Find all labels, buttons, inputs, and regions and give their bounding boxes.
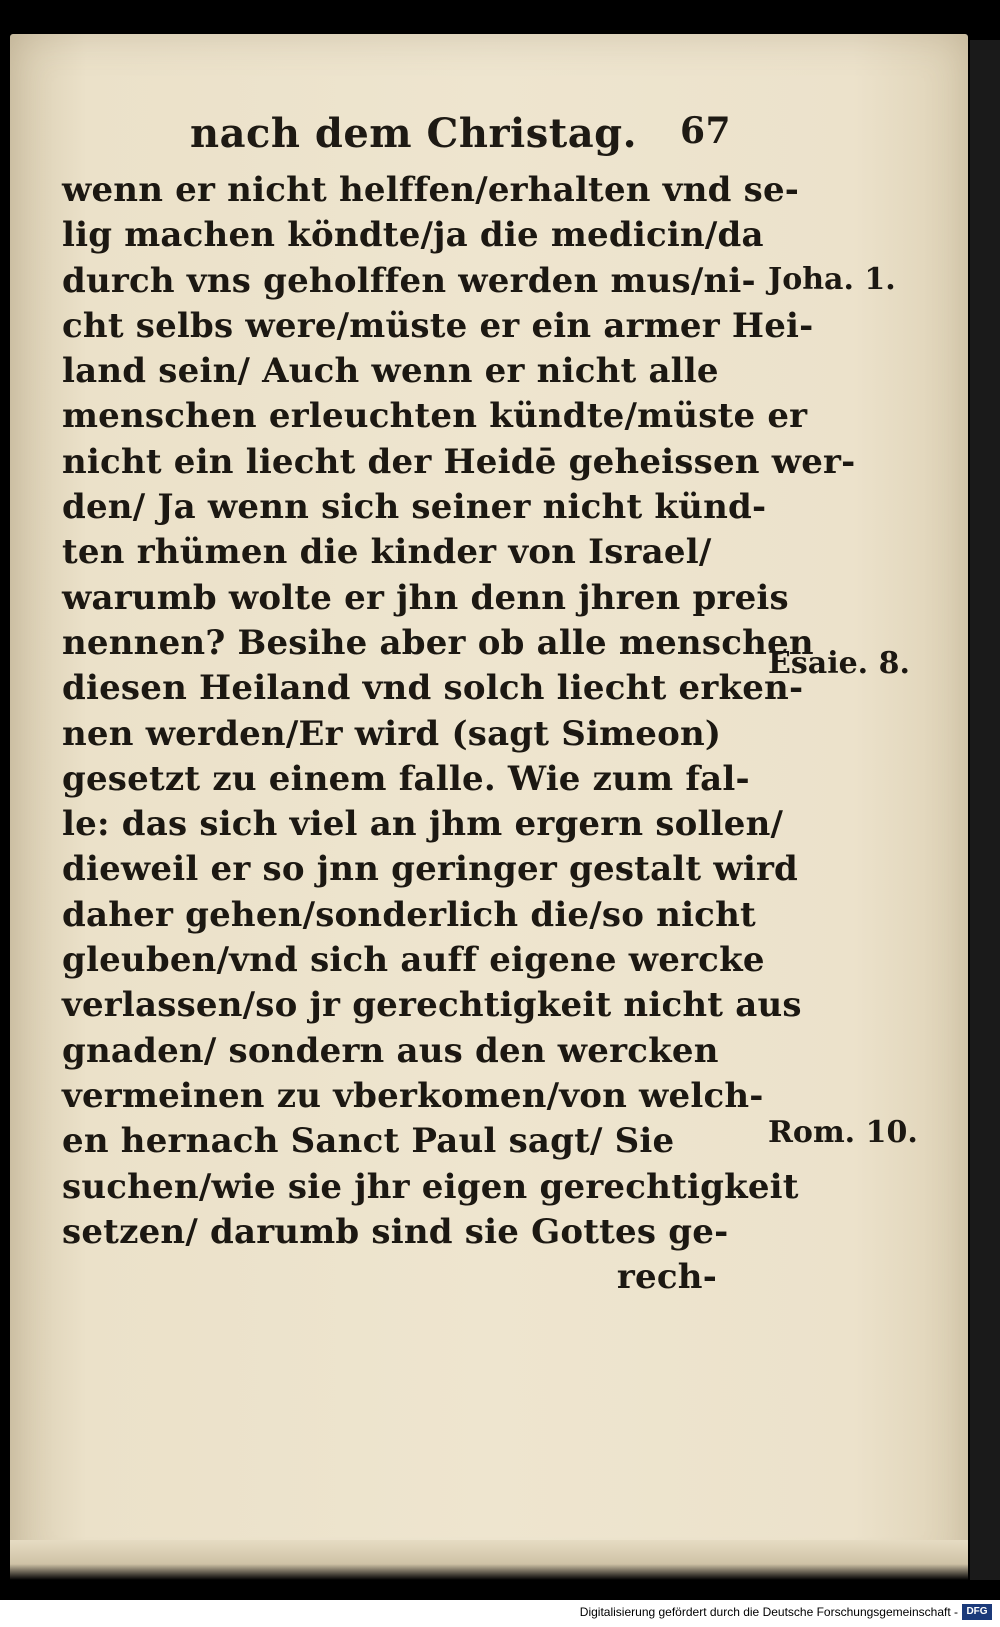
margin-note-esaie: Esaie. 8. <box>768 646 910 681</box>
page-bottom-edge <box>10 1540 968 1580</box>
text-line: le: das sich viel an jhm ergern sollen/ <box>62 804 784 845</box>
dfg-logo: DFG <box>962 1604 992 1620</box>
text-line: suchen/wie sie jhr eigen gerechtigkeit <box>62 1166 799 1207</box>
text-line: gesetzt zu einem falle. Wie zum fal- <box>62 758 750 799</box>
text-line: gnaden/ sondern aus den wercken <box>62 1030 719 1071</box>
text-line: gleuben/vnd sich auff eigene wercke <box>62 940 765 981</box>
text-line: daher gehen/sonderlich die/so nicht <box>62 894 756 935</box>
text-line: setzen/ darumb sind sie Gottes ge- <box>62 1211 729 1252</box>
text-line: menschen erleuchten kündte/müste er <box>62 396 808 437</box>
catchword: rech- <box>616 1257 717 1298</box>
footer-bar <box>0 1600 1000 1627</box>
text-line: nicht ein liecht der Heidē geheissen wer- <box>62 441 856 482</box>
margin-note-rom: Rom. 10. <box>768 1115 918 1150</box>
text-line: vermeinen zu vberkomen/von welch- <box>62 1075 764 1116</box>
running-head-title: nach dem Christag. <box>190 110 638 157</box>
text-line: wenn er nicht helffen/erhalten vnd se- <box>62 170 800 210</box>
text-line: durch vns geholffen werden mus/ni- <box>62 260 756 301</box>
text-line: ten rhümen die kinder von Israel/ <box>62 532 712 573</box>
text-line: land sein/ Auch wenn er nicht alle <box>62 351 719 392</box>
text-line: en hernach Sanct Paul sagt/ Sie <box>62 1121 675 1162</box>
text-line: dieweil er so jnn geringer gestalt wird <box>62 849 799 890</box>
running-head <box>190 110 770 170</box>
text-line: den/ Ja wenn sich seiner nicht künd- <box>62 487 767 528</box>
text-line: verlassen/so jr gerechtigkeit nicht aus <box>62 985 802 1026</box>
text-line: diesen Heiland vnd solch liecht erken- <box>62 668 804 709</box>
scan-right-border <box>970 40 1000 1580</box>
text-line: warumb wolte er jhn denn jhren preis <box>62 577 789 618</box>
funding-credit: Digitalisierung gefördert durch die Deutsche Forschungsgemeinschaft - <box>579 1605 958 1619</box>
text-line: nen werden/Er wird (sagt Simeon) <box>62 713 722 754</box>
text-line: lig machen köndte/ja die medicin/da <box>62 215 764 256</box>
margin-note-joha: Joha. 1. <box>768 262 896 297</box>
folio-number: 67 <box>680 110 732 152</box>
text-line: nennen? Besihe aber ob alle menschen <box>62 622 814 663</box>
text-line: cht selbs were/müste er ein armer Hei- <box>62 305 814 346</box>
